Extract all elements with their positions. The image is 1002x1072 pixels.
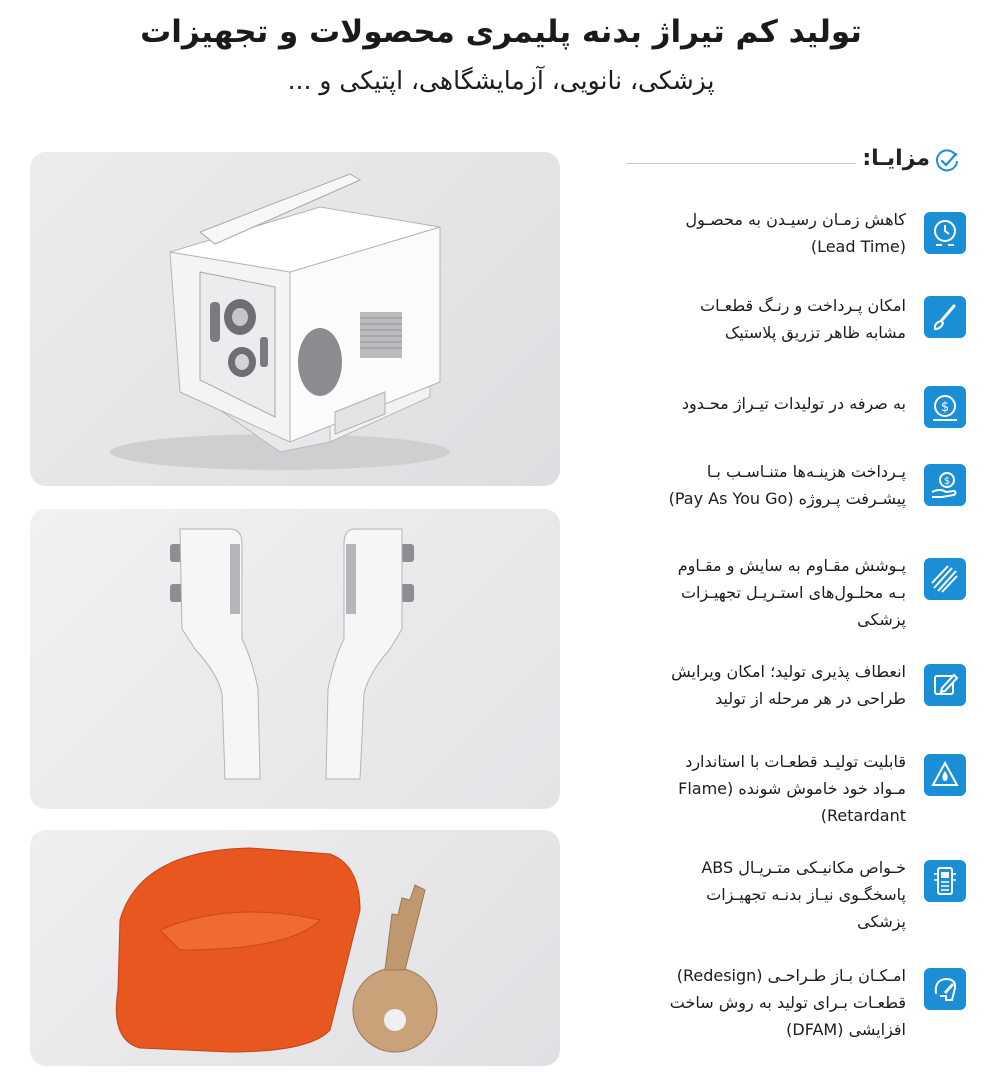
feature-line: به صرفه در تولیدات تیـراژ محـدود xyxy=(681,394,906,413)
feature-line: کاهش زمـان رسیـدن به محصـول xyxy=(685,210,906,229)
coating-icon xyxy=(924,558,966,600)
advantages-title: مزایـا: xyxy=(862,146,930,171)
handles-photo xyxy=(30,509,560,809)
page-subtitle: پزشکی، نانویی، آزمایشگاهی، اپتیکی و ... xyxy=(287,66,715,95)
feature-text xyxy=(606,854,906,935)
feature-line: پزشکی xyxy=(857,610,906,629)
feature-line: پـرداخت هزینـه‌ها متنـاسـب بـا xyxy=(706,462,906,481)
feature-text xyxy=(606,658,906,712)
feature-line: (Lead Time) xyxy=(810,237,906,256)
device-icon xyxy=(924,860,966,902)
feature-abs xyxy=(600,854,966,938)
feature-line: امکان پـرداخت و رنـگ قطعـات xyxy=(700,296,906,315)
feature-line: خـواص مکانیـکی متـریـال ABS xyxy=(701,858,906,877)
feature-text xyxy=(606,962,906,1043)
svg-text:$: $ xyxy=(940,400,950,415)
feature-flame-retardant xyxy=(600,748,966,832)
feature-pay-as-you-go xyxy=(600,458,966,518)
feature-line: پزشکی xyxy=(857,912,906,931)
clock-timer-icon xyxy=(924,212,966,254)
feature-line: قابلیت تولیـد قطعـات با استاندارد xyxy=(685,752,906,771)
feature-line: بـه محلـول‌های استـریـل تجهیـزات xyxy=(680,583,906,602)
feature-text xyxy=(606,292,906,346)
cost-saving-icon xyxy=(924,386,966,428)
feature-line: مـواد خود خاموش شونده (Flame xyxy=(678,779,906,798)
feature-line: پاسخگـوی نیـاز بدنـه تجهیـزات xyxy=(706,885,906,904)
advantages-header xyxy=(626,148,966,178)
check-circle-icon xyxy=(934,148,960,174)
feature-lead-time xyxy=(600,206,966,266)
feature-cost-effective xyxy=(600,386,966,432)
hand-money-icon xyxy=(924,464,966,506)
paint-brush-icon xyxy=(924,296,966,338)
feature-line: قطعـات بـرای تولید به روش ساخت xyxy=(669,993,906,1012)
feature-coating xyxy=(600,552,966,636)
svg-text:$: $ xyxy=(943,476,951,487)
feature-text xyxy=(606,390,906,417)
feature-text xyxy=(606,552,906,633)
feature-line: Retardant) xyxy=(820,806,906,825)
redesign-icon xyxy=(924,968,966,1010)
flame-icon xyxy=(924,754,966,796)
medical-device-photo xyxy=(30,152,560,486)
orange-part-photo xyxy=(30,830,560,1066)
feature-line: پیشـرفت پـروژه (Pay As You Go) xyxy=(668,489,906,508)
feature-line: پـوشش مقـاوم به سایش و مقـاوم xyxy=(677,556,906,575)
feature-line: انعطاف پذیری تولید؛ امکان ویرایش xyxy=(671,662,906,681)
feature-line: مشابه ظاهر تزریق پلاستیک xyxy=(724,323,906,342)
header-divider xyxy=(626,163,856,164)
edit-icon xyxy=(924,664,966,706)
feature-line: امـکـان بـاز طـراحـی (Redesign) xyxy=(676,966,906,985)
feature-line: طراحی در هر مرحله از تولید xyxy=(715,689,906,708)
feature-text xyxy=(606,748,906,829)
feature-line: افزایشی (DFAM) xyxy=(786,1020,906,1039)
feature-flexibility xyxy=(600,658,966,718)
page-title: تولید کم تیراژ بدنه پلیمری محصولات و تجهیزات xyxy=(140,14,862,50)
feature-text xyxy=(606,458,906,512)
feature-paint xyxy=(600,292,966,352)
feature-text xyxy=(606,206,906,260)
feature-redesign xyxy=(600,962,966,1046)
